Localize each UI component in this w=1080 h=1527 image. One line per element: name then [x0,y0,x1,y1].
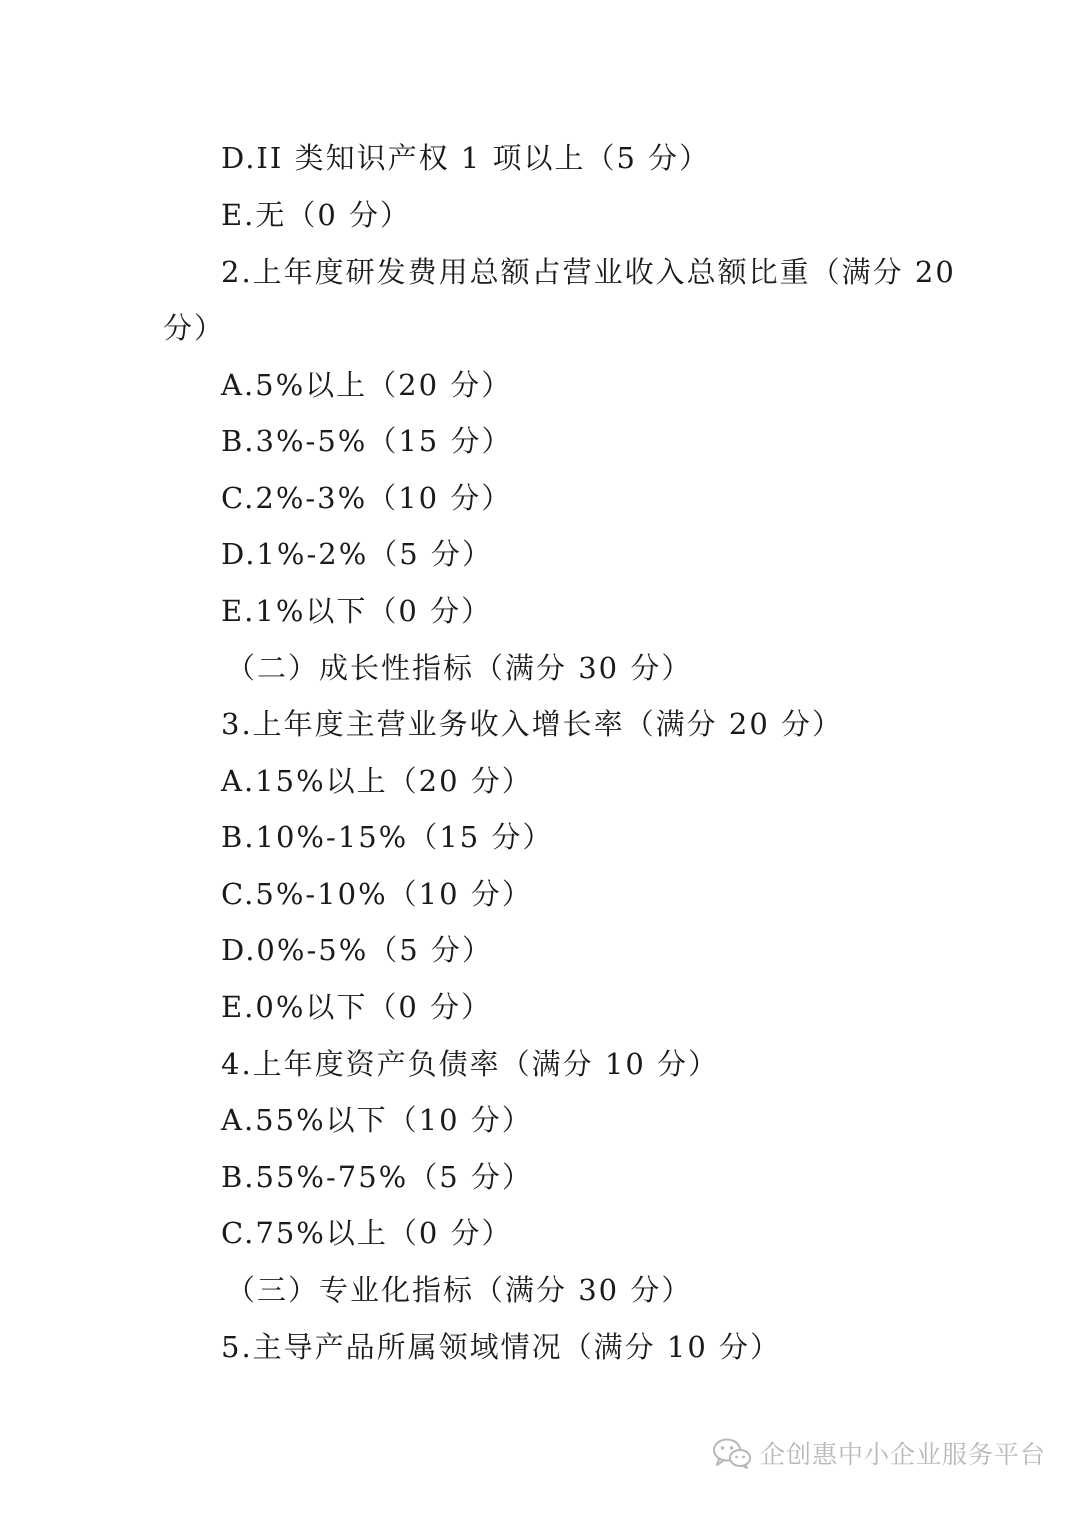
option-2-e: E.无（0 分） [221,198,412,232]
option-3b: B.10%-15%（15 分） [221,820,554,854]
option-2d: D.1%-2%（5 分） [221,537,493,571]
section-growth-heading: （二）成长性指标（满分 30 分） [226,651,693,685]
question-3-title: 3.上年度主营业务收入增长率（满分 20 分） [221,707,844,741]
watermark-text: 企创惠中小企业服务平台 [759,1440,1046,1469]
section-specialization-heading: （三）专业化指标（满分 30 分） [226,1273,693,1307]
question-2-title-continued: 分） [163,311,226,345]
wechat-icon [712,1437,752,1469]
option-3d: D.0%-5%（5 分） [221,933,493,967]
question-2-title: 2.上年度研发费用总额占营业收入总额比重（满分 20 [221,255,956,289]
option-2c: C.2%-3%（10 分） [221,481,513,515]
option-2-d: D.II 类知识产权 1 项以上（5 分） [221,141,711,175]
option-3c: C.5%-10%（10 分） [221,877,533,911]
question-4-title: 4.上年度资产负债率（满分 10 分） [221,1047,720,1081]
option-2a: A.5%以上（20 分） [221,368,513,402]
option-3a: A.15%以上（20 分） [221,764,533,798]
option-4a: A.55%以下（10 分） [221,1103,533,1137]
option-2b: B.3%-5%（15 分） [221,424,513,458]
option-2e: E.1%以下（0 分） [221,594,493,628]
watermark [712,1435,1046,1471]
option-3e: E.0%以下（0 分） [221,990,493,1024]
option-4b: B.55%-75%（5 分） [221,1160,533,1194]
question-5-title: 5.主导产品所属领域情况（满分 10 分） [221,1330,782,1364]
option-4c: C.75%以上（0 分） [221,1216,513,1250]
